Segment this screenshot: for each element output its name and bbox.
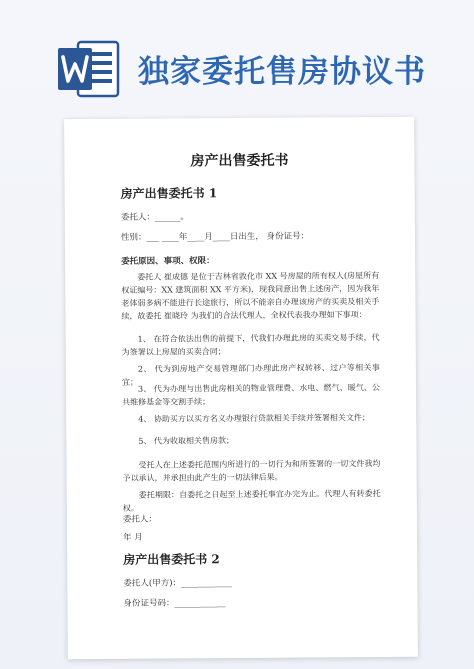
item-2: 2、 代为到房地产交易管理部门办理此房产权转移、过户等相关事宜； xyxy=(121,363,380,387)
item-5: 5、 代为收取相关售房款； xyxy=(138,436,235,446)
date-line: 年 月 xyxy=(123,532,143,543)
section1-heading: 房产出售委托书 1 xyxy=(120,186,218,201)
document-title: 房产出售委托书 xyxy=(190,152,289,170)
banner-title: 独家委托售房协议书 xyxy=(138,54,426,90)
item-3: 3、 代为办理与出售此房相关的物业管理费、水电、燃气、暖气、公共维修基金等交割手续； xyxy=(122,383,381,407)
item-4: 4、 协助买方以买方名义办理银行贷款相关手续并签署相关文件； xyxy=(138,413,370,424)
scope-paragraph: 受托人在上述委托范围内所进行的一切行为和所签署的一切文件我均予以承认，并承担由此产生的一切法律后果。 xyxy=(122,459,381,483)
word-document-icon xyxy=(58,40,120,98)
reason-paragraph: 委托人 崔成德 是位于吉林省敦化市 XX 号房屋的所有权人(房屋所有权证编号：XX 建筑面积 XX 平方米)，现我同意出售上述房产，因为我年老体弱多病不能进行长途旅行，所以不能亲自办理该房产的买卖及相关手续，故委托 崔晓玲 为我们的合法代理人，全权代表我办理如下事项： xyxy=(121,271,380,321)
gender-line: 性别：___ ____年____月____日出生， 身份证号： xyxy=(120,231,310,243)
reason-heading: 委托原因、事项、权限： xyxy=(121,256,215,267)
section2-principal-line: 委托人(甲方)：____________ xyxy=(123,578,233,589)
section2-heading: 房产出售委托书 2 xyxy=(123,552,220,567)
banner-header xyxy=(0,0,474,110)
item-1: 1、 在符合依法出售的前提下，代我们办理此房的买卖交易手续，代为签署以上房屋的买卖合同； xyxy=(121,333,380,357)
term-paragraph: 委托期限：自委托之日起至上述委托事宜办完为止。代理人有转委托权。 xyxy=(122,489,381,513)
signer-line: 委托人： xyxy=(122,514,157,525)
section2-id-line: 身份证号码：____________ xyxy=(123,598,226,609)
principal-line: 委托人：______。 xyxy=(120,212,189,223)
document-page xyxy=(64,117,418,659)
